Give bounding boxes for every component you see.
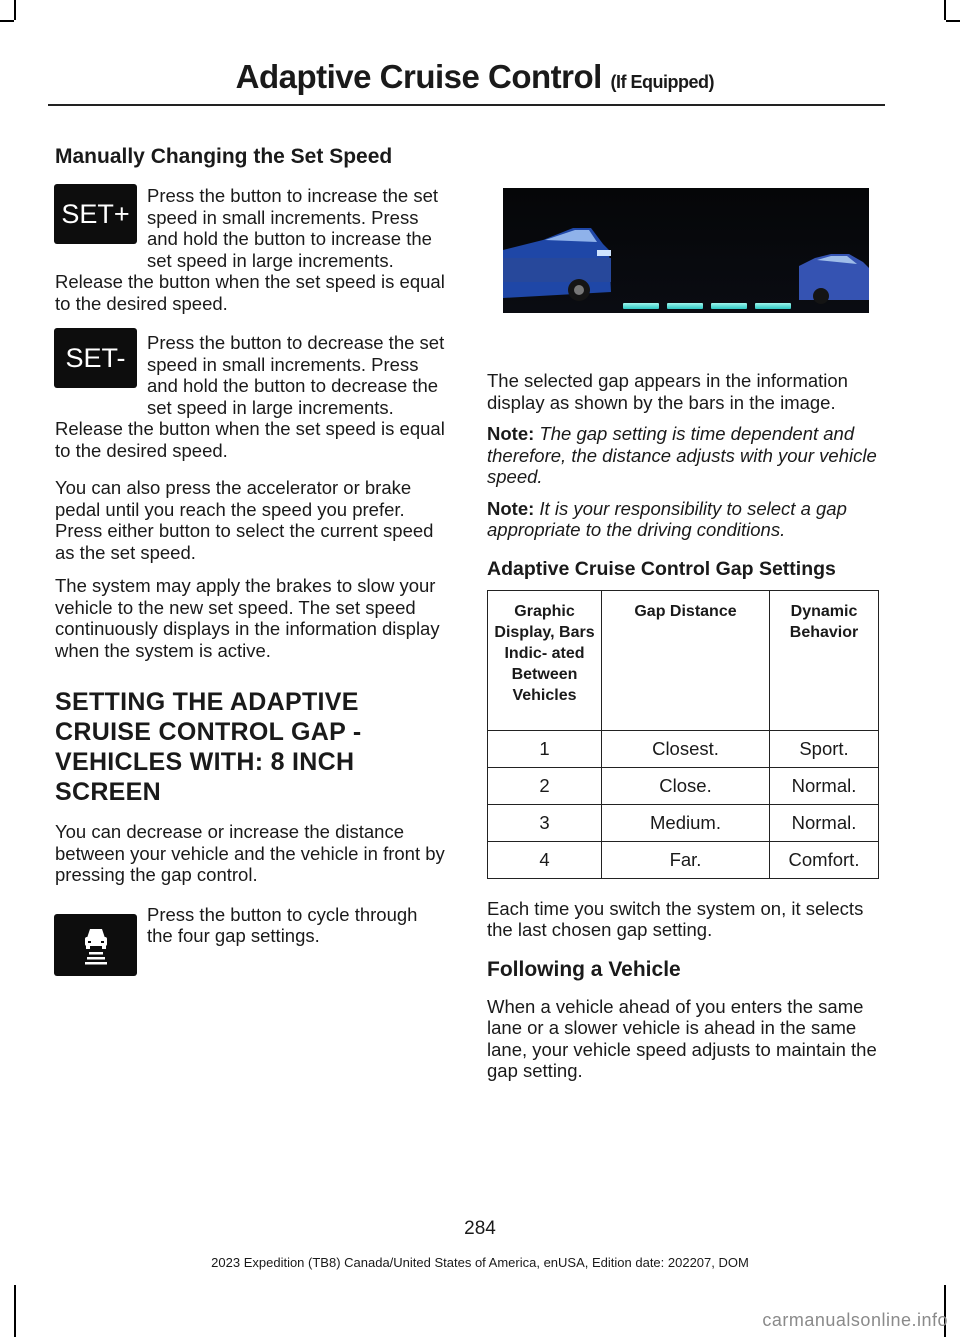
table-cell: 3	[488, 804, 602, 841]
table-row	[488, 804, 879, 841]
note-responsibility: Note: It is your responsibility to select a gap appropriate to the driving conditions.	[487, 497, 847, 540]
vehicles-gap-illustration	[503, 188, 869, 313]
crop-mark	[14, 1285, 16, 1337]
table-header: Dynamic Behavior	[770, 590, 879, 730]
setplus-text: Press the button to increase the set speed in small increments. Press and hold the button to increase the set speed in large increments. Release the button when the set speed is equal to the desired speed.	[55, 185, 445, 314]
gap-text: Press the button to cycle through the four gap settings.	[147, 903, 418, 946]
paragraph-accelerator: You can also press the accelerator or brake pedal until you reach the speed you prefer. Press either button to select the current speed as the set speed.	[55, 477, 434, 563]
paragraph-gap-control: You can decrease or increase the distance between your vehicle and the vehicle in front by pressing the gap control.	[55, 821, 445, 885]
header-subtitle: (If Equipped)	[610, 72, 714, 92]
section-title-gap: SETTING THE ADAPTIVE CRUISE CONTROL GAP - VEHICLES WITH: 8 INCH SCREEN	[55, 688, 362, 806]
table-cell: Far.	[602, 841, 770, 878]
set-plus-button-icon: SET+	[54, 184, 137, 244]
table-cell: Comfort.	[770, 841, 879, 878]
paragraph-brakes: The system may apply the brakes to slow your vehicle to the new set speed. The set speed continuously displays in the information display when the system is active.	[55, 575, 440, 661]
table-cell: 2	[488, 767, 602, 804]
gap-bar	[623, 303, 659, 309]
table-header: Graphic Display, Bars Indic- ated Between Vehicles	[488, 590, 602, 730]
right-column	[487, 370, 879, 1082]
table-cell: Closest.	[602, 730, 770, 767]
section-title-set-speed: Manually Changing the Set Speed	[55, 145, 393, 168]
header-title: Adaptive Cruise Control	[235, 58, 602, 95]
table-row	[488, 730, 879, 767]
note-time-dependent: Note: The gap setting is time dependent and therefore, the distance adjusts with your vehicle speed.	[487, 423, 877, 487]
table-header: Gap Distance	[602, 590, 770, 730]
table-row	[488, 767, 879, 804]
image-caption: The selected gap appears in the information display as shown by the bars in the image.	[487, 370, 848, 413]
table-cell: Sport.	[770, 730, 879, 767]
setminus-text: Press the button to decrease the set speed in small increments. Press and hold the button to decrease the set speed in large increments. Release the button when the set speed is equal to the desired speed.	[55, 332, 445, 461]
table-title: Adaptive Cruise Control Gap Settings	[487, 557, 836, 580]
table-cell: 1	[488, 730, 602, 767]
table-cell: Normal.	[770, 804, 879, 841]
gap-settings-table	[487, 590, 879, 879]
gap-bar	[711, 303, 747, 309]
section-title-following: Following a Vehicle	[487, 957, 681, 981]
page-header	[0, 58, 714, 96]
paragraph-last-gap: Each time you switch the system on, it selects the last chosen gap setting.	[487, 897, 864, 940]
header-rule	[48, 104, 885, 106]
table-cell: Normal.	[770, 767, 879, 804]
table-cell: Close.	[602, 767, 770, 804]
watermark: carmanualsonline.info	[762, 1310, 948, 1330]
table-cell: 4	[488, 841, 602, 878]
crop-mark	[946, 20, 960, 22]
table-row	[488, 841, 879, 878]
crop-mark	[944, 0, 946, 20]
paragraph-following: When a vehicle ahead of you enters the same lane or a slower vehicle is ahead in the same lane, your vehicle speed adjusts to maintain the gap setting.	[487, 995, 877, 1081]
page-number: 284	[464, 1218, 496, 1239]
gap-bar	[755, 303, 791, 309]
gap-bar	[667, 303, 703, 309]
gap-control-icon	[54, 914, 137, 976]
crop-mark	[0, 20, 14, 22]
left-column	[55, 145, 447, 964]
crop-mark	[14, 0, 16, 20]
edition-footer: 2023 Expedition (TB8) Canada/United States of America, enUSA, Edition date: 202207, DOM	[211, 1255, 749, 1270]
set-minus-button-icon: SET-	[54, 328, 137, 388]
table-cell: Medium.	[602, 804, 770, 841]
car-gap-icon	[76, 923, 116, 967]
gap-display-image	[503, 188, 869, 313]
